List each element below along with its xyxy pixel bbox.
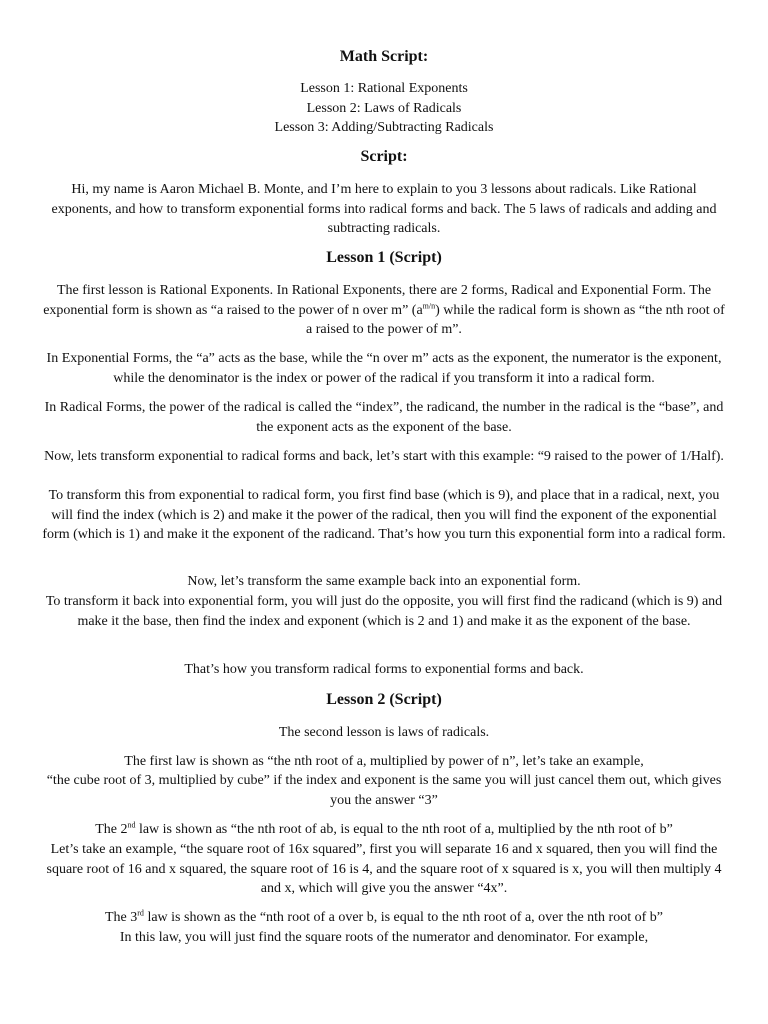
- lesson-list-item: Lesson 2: Laws of Radicals: [306, 100, 462, 116]
- lesson1-heading: Lesson 1 (Script): [326, 249, 442, 266]
- lesson-list-item: Lesson 3: Adding/Subtracting Radicals: [274, 120, 494, 135]
- lesson1-paragraph: To transform it back into exponential form, you will just do the opposite, you will first find the radicand (which is 9) and make it the base, then find the index and exponent (which is 2 and 1) and make it as the exponent of the base.: [45, 594, 723, 629]
- exponent-superscript: m/n: [422, 300, 436, 310]
- lesson1-paragraph: Now, let’s transform the same example back into an exponential form.: [187, 574, 581, 589]
- lesson2-heading: Lesson 2 (Script): [326, 691, 442, 708]
- lesson2-paragraph: “the cube root of 3, multiplied by cube” if the index and exponent is the same you will just cancel them out, which gives you the answer “3”: [46, 773, 722, 808]
- lesson2-paragraph: In this law, you will just find the square roots of the numerator and denominator. For example,: [119, 930, 649, 945]
- lesson2-paragraph: Let’s take an example, “the square root of 16x squared”, first you will separate 16 and x squared, then you will find the square root of 16 and x squared, the square root of 16 is 4, and the square root of x squared is x, you will then multiply 4 and x, which will give you the answer “4x”.: [46, 842, 722, 896]
- lesson2-paragraph: The first law is shown as “the nth root of a, multiplied by power of n”, let’s take an example,: [124, 754, 644, 769]
- script-heading: Script:: [360, 148, 408, 165]
- ordinal-superscript: rd: [137, 908, 144, 918]
- law2-text-post: law is shown as “the nth root of ab, is equal to the nth root of a, multiplied by the nth root of b”: [135, 822, 673, 837]
- lesson-list: [40, 79, 728, 138]
- lesson1-paragraph: In Radical Forms, the power of the radical is called the “index”, the radicand, the number in the radical is the “base”, and the exponent acts as the exponent of the base.: [44, 400, 724, 435]
- lesson1-paragraph: That’s how you transform radical forms to exponential forms and back.: [184, 662, 584, 677]
- lesson1-paragraph: [40, 281, 728, 340]
- document-title: Math Script:: [339, 48, 429, 65]
- lesson1-paragraph: Now, lets transform exponential to radical forms and back, let’s start with this example: “9 raised to the power of 1/Half).: [44, 449, 724, 464]
- lesson1-p1-text-a: The first lesson is Rational Exponents. In Rational Exponents, there are 2 forms, Radical and Exponential Form. The exponential form is shown as “a raised to the power of n over m” (a: [43, 283, 712, 318]
- ordinal-superscript: nd: [127, 820, 136, 830]
- lesson2-paragraph: [40, 820, 728, 840]
- lesson1-p1-text-b: ) while the radical form is shown as “the nth root of a raised to the power of m”.: [306, 302, 725, 337]
- law3-text-pre: The 3: [105, 910, 138, 925]
- lesson1-paragraph: To transform this from exponential to radical form, you first find base (which is 9), and place that in a radical, next, you will find the index (which is 2) and make it the power of the radical, then you will find the exponent of the exponential form (which is 1) and make it the exponent of the radicand. That’s how you turn this exponential form into a radical form.: [42, 488, 726, 542]
- lesson1-paragraph: In Exponential Forms, the “a” acts as the base, while the “n over m” acts as the exponent, the numerator is the exponent, while the denominator is the index or power of the radical if you transform it into a radical form.: [46, 351, 722, 386]
- lesson2-paragraph: The second lesson is laws of radicals.: [278, 725, 490, 740]
- law3-text-post: law is shown as the “nth root of a over b, is equal to the nth root of a, over the nth root of b”: [143, 910, 663, 925]
- intro-paragraph: Hi, my name is Aaron Michael B. Monte, and I’m here to explain to you 3 lessons about radicals. Like Rational exponents, and how to transform exponential forms into radical forms and back. The 5 laws of radicals and adding and subtracting radicals.: [51, 182, 717, 236]
- law2-text-pre: The 2: [95, 822, 128, 837]
- lesson-list-item: Lesson 1: Rational Exponents: [300, 81, 468, 96]
- lesson2-paragraph: [40, 908, 728, 928]
